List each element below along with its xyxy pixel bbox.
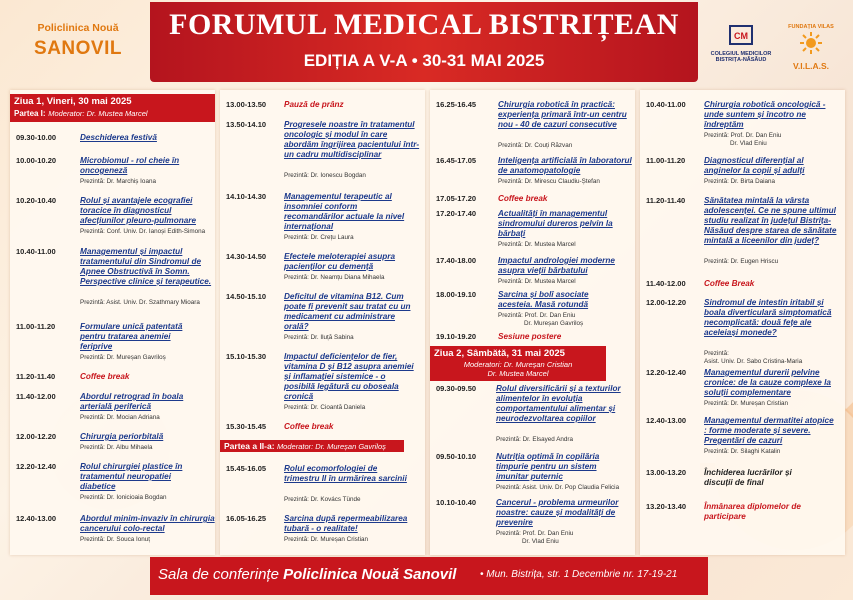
item-title: Efectele meloterapiei asupra pacienților cu demență (284, 252, 396, 271)
item-title: Sarcina după repermeabilizarea tubară - o realitate! (284, 514, 408, 533)
item-title: Managementul terapeutic al insomniei conform recomandărilor actuale la nivel internațional (284, 192, 405, 231)
item-time: 09.30-09.50 (436, 384, 477, 393)
item-speaker: Prezintă: Dr. Crețu Laura (284, 234, 354, 241)
item-time: 15.10-15.30 (226, 352, 267, 361)
item-time: 09.50-10.10 (436, 452, 477, 461)
item-speaker: Dr. Vlad Eniu (522, 538, 559, 545)
item-speaker: Prezintă: Dr. Kovács Tünde (284, 496, 361, 503)
item-title: Rolul chirurgiei plastice în tratamentul neuropatiei diabetice (80, 462, 183, 491)
item-speaker: Prezintă: Prof. Dr. Dan Eniu (704, 132, 782, 139)
item-title: Diagnosticul diferențial al anginelor la copii și adulți (704, 156, 805, 175)
item-title: Coffee Break (704, 279, 755, 288)
program-column-1 (10, 90, 215, 555)
item-title: Microbiomul - rol cheie în oncogeneză (80, 156, 180, 175)
item-title: Înmânarea diplomelor de participare (704, 502, 801, 521)
day1-header (10, 94, 215, 122)
item-title: Rolul și avantajele ecografiei toracice în diagnosticul afecțiunilor pleuro-pulmonare (80, 196, 197, 225)
item-title: Coffee break (498, 194, 548, 203)
item-speaker: Prezintă: Dr. Marchiș Ioana (80, 178, 156, 185)
venue-address: • Mun. Bistrița, str. 1 Decembrie nr. 17-19-21 (480, 569, 678, 580)
item-time: 17.20-17.40 (436, 209, 477, 218)
item-speaker: Prezintă: Prof. Dr. Dan Eniu (498, 312, 576, 319)
program-column-3 (430, 90, 635, 555)
item-speaker: Prezintă: Dr. Eugen Hriscu (704, 258, 779, 265)
edition-subtitle: EDIȚIA A V-A • 30-31 MAI 2025 (303, 51, 545, 70)
item-time: 11.40-12.00 (16, 392, 56, 401)
item-time: 10.10-10.40 (436, 498, 477, 507)
item-title: Impactul deficiențelor de fier, vitamina D și B12 asupra anemiei și inflamației sistemice - o posibilă legătură cu oboseala cronică (284, 352, 414, 401)
sun-icon (800, 32, 822, 54)
day2-label: Ziua 2, Sâmbătă, 31 mai 2025 (434, 348, 565, 359)
sanovil-logo (18, 22, 138, 82)
item-title: Inteligența artificială în laboratorul de anatomopatologie (498, 156, 632, 175)
item-speaker: Prezintă: Dr. Birta Daiana (704, 178, 776, 185)
item-title: Deschiderea festivă (80, 133, 157, 142)
part2-moderator: Moderator: Dr. Mureșan Gavriloș (276, 442, 386, 451)
item-speaker: Prezintă: Prof. Dr. Dan Eniu (496, 530, 574, 537)
item-title: Managementul dermatitei atopice : forme moderate și severe. Pregentări de cazuri (704, 416, 834, 445)
program-column-4 (640, 90, 845, 555)
item-speaker: Prezintă: Dr. Couți Răzvan (498, 142, 573, 149)
item-time: 11.00-11.20 (646, 156, 686, 165)
item-speaker: Prezintă: Asist. Univ. Dr. Pop Claudia Felicia (496, 484, 620, 491)
item-speaker: Prezintă: Dr. Ionescu Bogdan (284, 172, 366, 179)
item-speaker: Prezintă: Dr. Albu Mihaela (80, 444, 153, 451)
item-speaker: Dr. Mureșan Gavriloș (524, 320, 584, 327)
item-time: 17.40-18.00 (436, 256, 477, 265)
venue-name: Policlinica Nouă Sanovil (283, 566, 457, 583)
item-time: 14.10-14.30 (226, 192, 267, 201)
item-speaker: Prezintă: Asist. Univ. Dr. Szathmary Mioara (80, 299, 200, 306)
item-time: 11.20-11.40 (646, 196, 686, 205)
item-title: Managementul durerii pelvine cronice: de la cauze complexe la soluții complementare (704, 368, 831, 397)
venue-line (158, 566, 456, 583)
item-title: Formulare unică patentată pentru tratarea anemiei feriprive (80, 322, 183, 351)
item-time: 17.05-17.20 (436, 194, 477, 203)
item-title: Pauză de prânz (284, 100, 344, 109)
item-title: Închiderea lucrărilor și discuții de final (704, 468, 792, 487)
college-name: COLEGIUL MEDICILOR BISTRIȚA-NĂSĂUD (710, 51, 772, 64)
part1-moderator: Moderator: Dr. Mustea Marcel (48, 108, 148, 118)
item-time: 16.25-16.45 (436, 100, 477, 109)
item-time: 11.20-11.40 (16, 372, 56, 381)
item-time: 16.05-16.25 (226, 514, 267, 523)
item-time: 10.20-10.40 (16, 196, 57, 205)
item-speaker: Prezintă: Dr. Elsayed Andra (496, 436, 574, 443)
item-speaker: Prezintă: Dr. Mustea Marcel (498, 241, 576, 248)
item-speaker: Prezintă: Dr. Mureșan Cristian (284, 536, 368, 543)
item-time: 14.50-15.10 (226, 292, 267, 301)
item-title: Cancerul - problema urmeurilor noastre: cauze și modalități de prevenire (496, 498, 619, 527)
item-speaker: Prezintă: Dr. Mureșan Gavriloș (80, 354, 166, 361)
vilas-top-text: FUNDAȚIA VILAS (788, 24, 834, 30)
day2-moderator-2: Dr. Mustea Marcel (487, 369, 549, 379)
item-time: 18.00-19.10 (436, 290, 477, 299)
item-title: Deficitul de vitamina B12. Cum poate fi prevenit sau tratat cu un medicament cu administrare orală? (284, 292, 411, 331)
item-time: 11.40-12.00 (646, 279, 686, 288)
item-speaker: Prezintă: Dr. Ionicioaia Bogdan (80, 494, 167, 501)
item-title: Chirurgia robotică în practică: experiența primară într-un centru nou - 40 de cazuri consecutive (498, 100, 627, 129)
item-time: 10.40-11.00 (646, 100, 686, 109)
item-time: 12.20-12.40 (646, 368, 687, 377)
page-title: FORUMUL MEDICAL BISTRIȚEAN (169, 8, 679, 41)
college-emblem-icon (728, 24, 754, 46)
day2-header (430, 346, 606, 381)
item-title: Sănătatea mintală la vârsta adolescenței. Ce ne spune ultimul studiu realizat în județul Bistrița-Năsăud despre starea de sănătate mintală a liceenilor din județ? (704, 196, 837, 245)
item-speaker: Prezintă: Dr. Mirescu Claudiu-Ștefan (498, 178, 600, 185)
item-time: 10.00-10.20 (16, 156, 57, 165)
item-speaker: Prezintă: Dr. Mocian Adriana (80, 414, 160, 421)
logo-main-text: SANOVIL (34, 38, 122, 59)
item-time: 12.20-12.40 (16, 462, 57, 471)
item-time: 13.20-13.40 (646, 502, 687, 511)
item-title: Coffee break (80, 372, 130, 381)
college-logo (706, 24, 776, 63)
day1-label: Ziua 1, Vineri, 30 mai 2025 (14, 96, 132, 107)
item-time: 12.00-12.20 (646, 298, 687, 307)
day2-moderators: Moderatori: Dr. Mureșan Cristian (463, 359, 573, 369)
item-speaker: Prezintă: (704, 350, 729, 357)
item-title: Sesiune postere (498, 332, 562, 341)
item-speaker: Dr. Vlad Eniu (730, 140, 767, 147)
item-title: Rolul ecomorfologiei de trimestru II în urmărirea sarcinii (284, 464, 407, 483)
item-time: 12.40-13.00 (646, 416, 687, 425)
item-title: Abordul minim-invaziv în chirurgia cancerului colo-rectal (80, 514, 215, 533)
item-speaker: Prezintă: Dr. Iluță Sabina (284, 334, 354, 341)
item-title: Abordul retrograd în boala arterială periferică (80, 392, 184, 411)
item-time: 10.40-11.00 (16, 247, 56, 256)
item-title: Rolul diversificării și a texturilor alimentelor în evoluția comportamentului alimentar și neurodezvoltarea copiilor (496, 384, 621, 423)
item-speaker: Prezintă: Dr. Neamțu Diana Mihaela (284, 274, 385, 281)
item-time: 15.45-16.05 (226, 464, 267, 473)
logo-top-text: Policlinica Nouă (37, 22, 119, 34)
item-time: 14.30-14.50 (226, 252, 267, 261)
vilas-main-text: V.I.L.A.S. (792, 61, 830, 71)
item-time: 13.00-13.50 (226, 100, 267, 109)
header-banner (150, 2, 698, 82)
item-speaker: Prezintă: Dr. Mureșan Cristian (704, 400, 788, 407)
item-title: Managementul și impactul tratamentului din Sindromul de Apnee Obstructivă în Somn. Perspective clinice și terapeutice. (80, 247, 212, 286)
item-title: Chirurgia robotică oncologică - unde suntem și încotro ne îndreptăm (704, 100, 826, 129)
item-speaker: Prezintă: Dr. Cioantă Daniela (284, 404, 366, 411)
item-speaker: Prezintă: Conf. Univ. Dr. Ianoși Edith-Simona (80, 228, 206, 235)
item-time: 19.10-19.20 (436, 332, 477, 341)
item-time: 11.00-11.20 (16, 322, 56, 331)
venue-prefix: Sala de conferințe (158, 566, 279, 583)
item-title: Nutriția optimă în copilăria timpurie pentru un sistem imunitar puternic (496, 452, 600, 481)
vilas-logo (776, 24, 846, 71)
part1-label: Partea I: (14, 108, 46, 118)
item-time: 15.30-15.45 (226, 422, 267, 431)
svg-text:CM: CM (734, 31, 748, 41)
part2-label: Partea a II-a: (224, 441, 275, 451)
item-title: Progresele noastre în tratamentul oncologic și modul în care abordăm îngrijirea pacientului într-un cadru multidisciplinar (284, 120, 420, 159)
venue-footer (150, 557, 708, 595)
item-title: Sindromul de intestin iritabil și boala diverticulară simptomatică necomplicată: două fețe ale aceleiași monede? (704, 298, 832, 337)
item-time: 09.30-10.00 (16, 133, 57, 142)
item-title: Sarcina și bolî asociate acesteia. Masă rotundă (498, 290, 589, 309)
item-speaker: Asist. Univ. Dr. Sabo Cristina-Maria (704, 358, 803, 365)
item-speaker: Prezintă: Dr. Mustea Marcel (498, 278, 576, 285)
program-column-2 (220, 90, 425, 555)
item-time: 13.00-13.20 (646, 468, 687, 477)
item-title: Actualități în managementul sindromului dureros pelvin la bărbați (498, 209, 613, 238)
item-speaker: Prezintă: Dr. Souca Ionuț (80, 536, 151, 543)
item-time: 16.45-17.05 (436, 156, 477, 165)
item-speaker: Prezintă: Dr. Silaghi Katalin (704, 448, 781, 455)
item-title: Chirurgia periorbitală (80, 432, 164, 441)
item-time: 12.40-13.00 (16, 514, 57, 523)
item-time: 13.50-14.10 (226, 120, 267, 129)
item-title: Coffee break (284, 422, 334, 431)
item-time: 12.00-12.20 (16, 432, 57, 441)
part2-header (220, 440, 404, 452)
item-title: Impactul andrologiei moderne asupra vieții bărbatului (498, 256, 615, 275)
